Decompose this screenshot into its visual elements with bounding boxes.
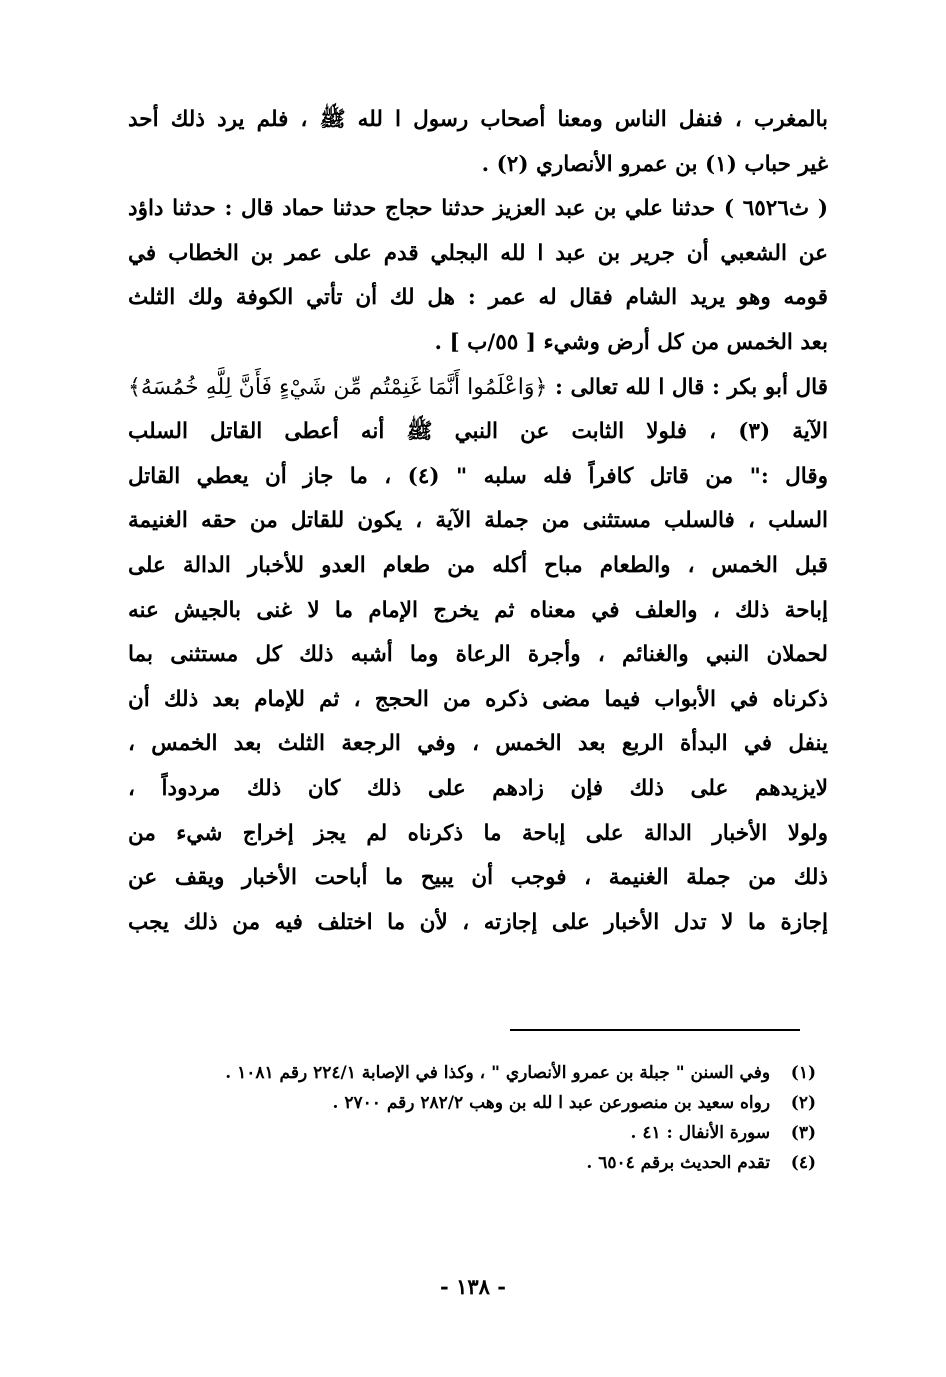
footnote-text: سورة الأنفال : ٤١ . <box>630 1123 771 1143</box>
footnote-text: رواه سعيد بن منصورعن عبد ا لله بن وهب ٢٨٢/٢ رقم ٢٧٠٠ . <box>332 1093 771 1113</box>
page-number: - ١٣٨ - <box>440 1274 506 1299</box>
footnote-item <box>136 1148 816 1178</box>
text-line: ذكرناه في الأبواب فيما مضى ذكره من الحجج ، ثم للإمام بعد ذلك أن <box>128 686 828 712</box>
text-line: ينفل في البدأة الربع بعد الخمس ، وفي الرجعة الثلث بعد الخمس ، <box>128 731 828 757</box>
footnote-number: (٢) <box>790 1093 816 1113</box>
text-line: ولولا الأخبار الدالة على إباحة ما ذكرناه لم يجز إخراج شيء من <box>128 820 828 846</box>
text-line: وقال :" من قاتل كافراً فله سلبه " (٤) ، ما جاز أن يعطي القاتل <box>128 463 828 489</box>
quran-verse: ﴿وَاعْلَمُوا أَنَّمَا غَنِمْتُم مِّن شَيْءٍ فَأَنَّ لِلَّهِ خُمُسَهُ﴾ <box>128 374 548 400</box>
text-line: بعد الخمس من كل أرض وشيء [ ٥٥/ب ] . <box>434 329 828 355</box>
text-line <box>128 366 828 411</box>
footnote-number: (١) <box>790 1063 816 1083</box>
text-line: ذلك من جملة الغنيمة ، فوجب أن يبيح ما أباحت الأخبار ويقف عن <box>128 865 828 891</box>
footnote-divider <box>510 1029 800 1031</box>
footnote-number: (٣) <box>790 1123 816 1143</box>
footnotes <box>136 1058 816 1178</box>
text-line: السلب ، فالسلب مستثنى من جملة الآية ، يكون للقاتل من حقه الغنيمة <box>128 508 828 534</box>
text-line: إباحة ذلك ، والعلف في معناه ثم يخرج الإمام ما لا غنى بالجيش عنه <box>128 597 828 623</box>
text-line: قومه وهو يريد الشام فقال له عمر : هل لك أن تأتي الكوفة ولك الثلث <box>128 285 828 311</box>
commentary-intro: قال أبو بكر : قال ا لله تعالى : <box>554 374 828 400</box>
paragraph-commentary <box>128 366 828 946</box>
text-line: ( ث٦٥٢٦ ) حدثنا علي بن عبد العزيز حدثنا حجاج حدثنا حماد قال : حدثنا داؤد <box>128 196 828 222</box>
text-line: غير حباب (١) بن عمرو الأنصاري (٢) . <box>481 151 828 177</box>
main-text <box>128 98 828 945</box>
text-line: بالمغرب ، فنفل الناس ومعنا أصحاب رسول ا لله ﷺ ، فلم يرد ذلك أحد <box>128 107 828 132</box>
footnote-item <box>136 1088 816 1118</box>
footnote-item <box>136 1118 816 1148</box>
text-line: إجازة ما لا تدل الأخبار على إجازته ، لأن ما اختلف فيه من ذلك يجب <box>128 909 828 935</box>
text-line: عن الشعبي أن جرير بن عبد ا لله البجلي قدم على عمر بن الخطاب في <box>128 240 828 266</box>
footnote-text: وفي السنن " جبلة بن عمرو الأنصاري " ، وكذا في الإصابة ٢٢٤/١ رقم ١٠٨١ . <box>225 1063 771 1083</box>
text-line: قبل الخمس ، والطعام مباح أكله من طعام العدو للأخبار الدالة على <box>128 552 828 578</box>
paragraph-continuation <box>128 98 828 187</box>
footnote-number: (٤) <box>790 1153 816 1173</box>
footnote-item <box>136 1058 816 1088</box>
text-line: الآية (٣) ، فلولا الثابت عن النبي ﷺ أنه أعطى القاتل السلب <box>128 419 828 445</box>
text-line: لحملان النبي والغنائم ، وأجرة الرعاة وما أشبه ذلك كل مستثنى بما <box>128 642 828 668</box>
paragraph-hadith <box>128 187 828 365</box>
text-line: لايزيدهم على ذلك فإن زادهم على ذلك كان ذلك مردوداً ، <box>128 775 828 801</box>
footnote-text: تقدم الحديث برقم ٦٥٠٤ . <box>586 1153 771 1173</box>
